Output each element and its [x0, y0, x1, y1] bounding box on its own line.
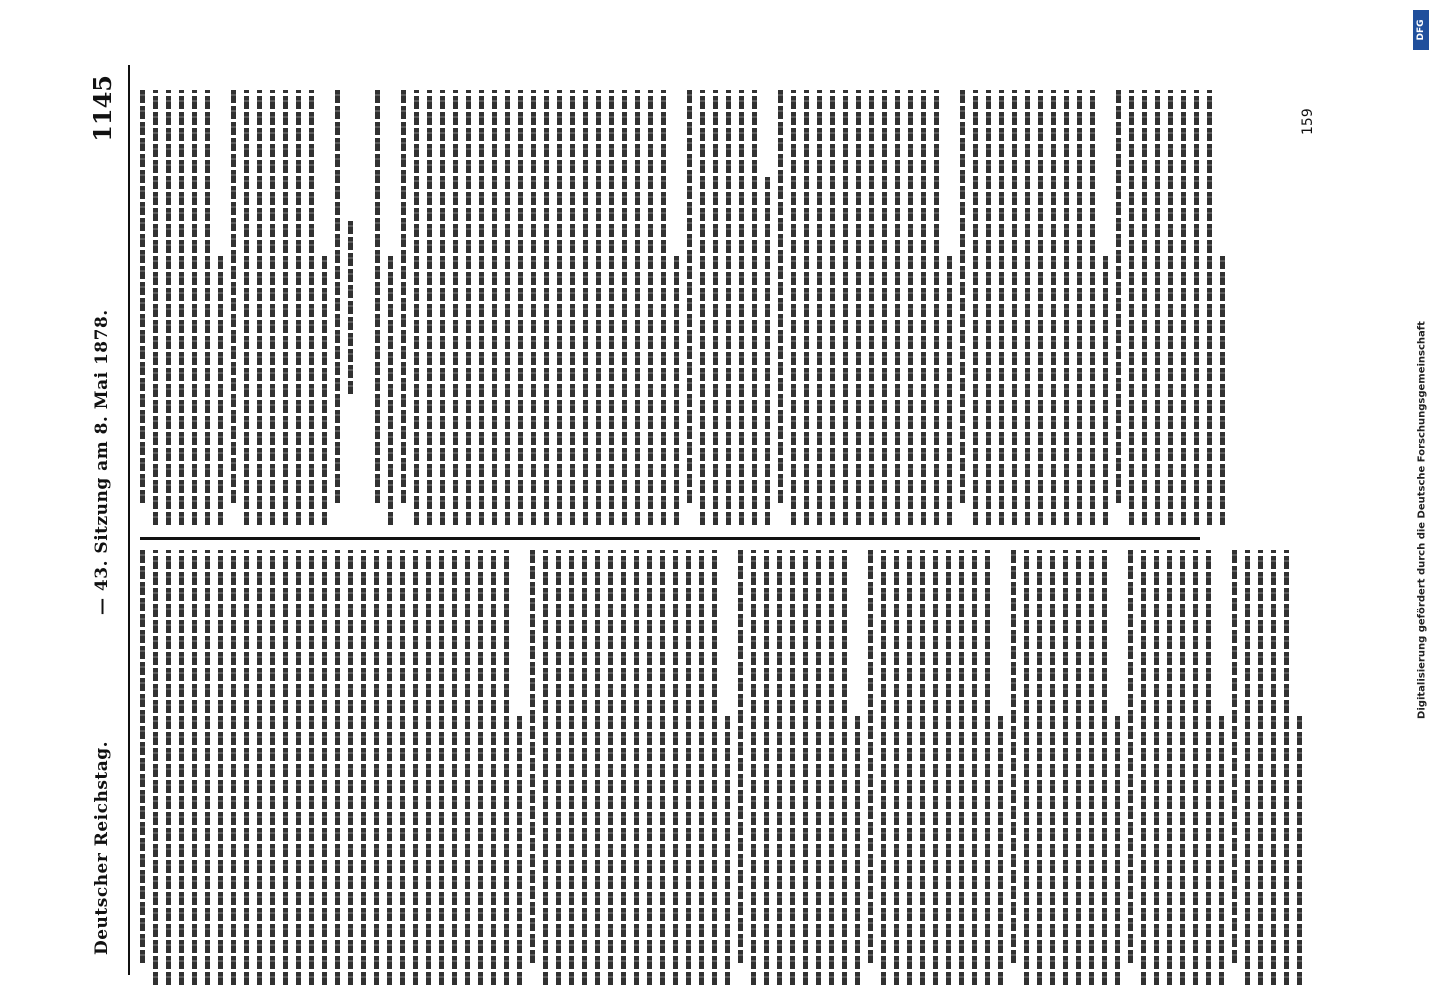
text-line: [933, 550, 938, 985]
text-line: [401, 90, 406, 503]
text-line: [1181, 90, 1186, 525]
text-line: [1038, 90, 1043, 525]
text-line: [491, 550, 496, 985]
text-line: [648, 90, 653, 525]
text-line: [713, 90, 718, 525]
text-line: [231, 550, 236, 985]
text-line: [140, 550, 145, 963]
text-line: [1050, 550, 1055, 985]
text-column-right: [140, 90, 1430, 525]
text-line: [400, 550, 405, 985]
text-line: [179, 550, 184, 985]
text-line: [908, 90, 913, 525]
text-line: [205, 550, 210, 985]
text-line: [934, 90, 939, 525]
text-line: [166, 550, 171, 985]
text-line: [1037, 550, 1042, 985]
text-line: [855, 715, 860, 985]
text-line: [1063, 550, 1068, 985]
text-line: [361, 550, 366, 985]
text-line: [309, 550, 314, 985]
text-line: [1206, 550, 1211, 985]
text-line: [765, 177, 770, 525]
text-line: [570, 90, 575, 525]
text-line: [192, 550, 197, 985]
text-line: [1245, 550, 1250, 985]
column-divider: [140, 537, 1200, 540]
text-line: [453, 90, 458, 525]
text-line: [465, 550, 470, 985]
text-line: [947, 255, 952, 525]
text-line: [1284, 550, 1289, 985]
text-line: [894, 550, 899, 985]
text-line: [543, 550, 548, 985]
text-line: [959, 550, 964, 985]
text-line: [712, 550, 717, 985]
text-line: [452, 550, 457, 985]
text-line: [1220, 255, 1225, 525]
text-line: [296, 550, 301, 985]
text-line: [985, 550, 990, 985]
text-line: [673, 550, 678, 985]
text-line: [1089, 550, 1094, 985]
text-line: [960, 90, 965, 503]
digitization-credit-strip: [1412, 0, 1432, 1000]
text-line: [817, 90, 822, 525]
text-line: [153, 550, 158, 985]
text-line: [1297, 715, 1302, 985]
text-line: [661, 90, 666, 525]
text-line: [764, 550, 769, 985]
text-line: [1077, 90, 1082, 525]
text-line: [218, 550, 223, 985]
text-line: [595, 550, 600, 985]
text-line: [439, 550, 444, 985]
running-head-right: — 43. Sitzung am 8. Mai 1878.: [92, 309, 112, 615]
text-line: [192, 90, 197, 525]
text-line: [1207, 90, 1212, 525]
text-line: [635, 90, 640, 525]
text-line: [868, 550, 873, 963]
text-line: [1116, 90, 1121, 503]
text-line: [791, 90, 796, 525]
text-line: [869, 90, 874, 525]
text-line: [244, 90, 249, 525]
text-line: [479, 90, 484, 525]
text-line: [1271, 550, 1276, 985]
text-line: [843, 90, 848, 525]
text-line: [699, 550, 704, 985]
text-line: [218, 255, 223, 525]
text-line: [556, 550, 561, 985]
text-line: [726, 90, 731, 525]
text-line: [466, 90, 471, 525]
text-line: [1051, 90, 1056, 525]
paragraph-gap: [361, 90, 375, 525]
text-line: [752, 90, 757, 525]
text-line: [1193, 550, 1198, 985]
text-line: [270, 550, 275, 985]
text-line: [1102, 550, 1107, 985]
text-line: [790, 550, 795, 985]
text-line: [882, 90, 887, 525]
text-line: [686, 550, 691, 985]
text-line: [1142, 90, 1147, 525]
text-line: [1024, 550, 1029, 985]
text-line: [856, 90, 861, 525]
text-line: [335, 550, 340, 985]
text-line: [1012, 90, 1017, 525]
text-line: [596, 90, 601, 525]
dfg-logo-label: DFG: [1416, 19, 1426, 41]
text-line: [1103, 255, 1108, 525]
text-line: [583, 90, 588, 525]
text-line: [986, 90, 991, 525]
text-line: [804, 90, 809, 525]
text-line: [322, 550, 327, 985]
text-line: [270, 90, 275, 525]
text-line: [803, 550, 808, 985]
text-line: [414, 90, 419, 525]
text-line: [660, 550, 665, 985]
rotated-print-page: [70, 65, 1432, 995]
text-line: [1115, 715, 1120, 985]
text-line: [179, 90, 184, 525]
text-line: [582, 550, 587, 985]
text-line: [1011, 550, 1016, 963]
text-line: [609, 90, 614, 525]
page-number: 1145: [88, 75, 117, 142]
footer-folio: 159: [1300, 108, 1316, 135]
text-line: [725, 715, 730, 985]
text-line: [387, 550, 392, 985]
text-line: [557, 90, 562, 525]
text-column-left: [140, 550, 1430, 985]
text-line: [296, 90, 301, 525]
text-line: [777, 550, 782, 985]
text-line: [634, 550, 639, 985]
text-line: [335, 90, 340, 503]
text-line: [920, 550, 925, 985]
text-line: [231, 90, 236, 503]
text-line: [687, 90, 692, 503]
text-line: [309, 90, 314, 525]
text-line: [1194, 90, 1199, 525]
text-line: [1129, 90, 1134, 525]
text-line: [544, 90, 549, 525]
text-line: [348, 550, 353, 985]
text-line: [1168, 90, 1173, 525]
text-line: [517, 715, 522, 985]
header-rule: [128, 65, 130, 975]
text-line: [829, 550, 834, 985]
text-line: [881, 550, 886, 985]
text-line: [1155, 90, 1160, 525]
text-line: [921, 90, 926, 525]
text-line: [816, 550, 821, 985]
text-line: [972, 550, 977, 985]
text-line: [492, 90, 497, 525]
text-line: [244, 550, 249, 985]
page-header: [70, 65, 130, 995]
text-line: [518, 90, 523, 525]
text-line: [1232, 550, 1237, 963]
text-line: [739, 90, 744, 525]
text-line: [427, 90, 432, 525]
text-line: [1128, 550, 1133, 963]
text-line: [1064, 90, 1069, 525]
text-line: [530, 550, 535, 963]
text-line: [1090, 90, 1095, 525]
text-line: [569, 550, 574, 985]
text-line: [283, 550, 288, 985]
text-line: [375, 90, 380, 503]
text-line: [1219, 715, 1224, 985]
text-line: [907, 550, 912, 985]
text-line: [622, 90, 627, 525]
text-line: [608, 550, 613, 985]
text-line: [205, 90, 210, 525]
text-line: [1167, 550, 1172, 985]
text-line: [751, 550, 756, 985]
text-line: [374, 550, 379, 985]
text-line: [153, 90, 158, 525]
running-head-left: Deutscher Reichstag.: [92, 740, 112, 955]
text-line: [322, 255, 327, 525]
text-line: [257, 550, 262, 985]
text-line: [1141, 550, 1146, 985]
text-line: [1258, 550, 1263, 985]
text-line: [413, 550, 418, 985]
text-line: [674, 255, 679, 525]
text-line: [140, 90, 145, 503]
text-line: [830, 90, 835, 525]
text-line: [283, 90, 288, 525]
text-line: [440, 90, 445, 525]
text-line: [700, 90, 705, 525]
text-line: [1154, 550, 1159, 985]
text-line: [946, 550, 951, 985]
text-line: [895, 90, 900, 525]
text-line: [647, 550, 652, 985]
text-line: [257, 90, 262, 525]
text-line: [738, 550, 743, 963]
text-line: [621, 550, 626, 985]
text-line: [166, 90, 171, 525]
text-line: [842, 550, 847, 985]
text-line: [531, 90, 536, 525]
digitization-credit-text: Digitalisierung gefördert durch die Deutsche Forschungsgemeinschaft: [1416, 321, 1428, 719]
text-line: [998, 715, 1003, 985]
text-line: [778, 90, 783, 503]
text-line: [1180, 550, 1185, 985]
text-line: [973, 90, 978, 525]
text-line: [478, 550, 483, 985]
text-line: [388, 255, 393, 525]
text-line: [1076, 550, 1081, 985]
text-line: [348, 221, 353, 395]
text-line: [999, 90, 1004, 525]
text-line: [504, 550, 509, 985]
text-line: [505, 90, 510, 525]
text-line: [1025, 90, 1030, 525]
text-line: [426, 550, 431, 985]
